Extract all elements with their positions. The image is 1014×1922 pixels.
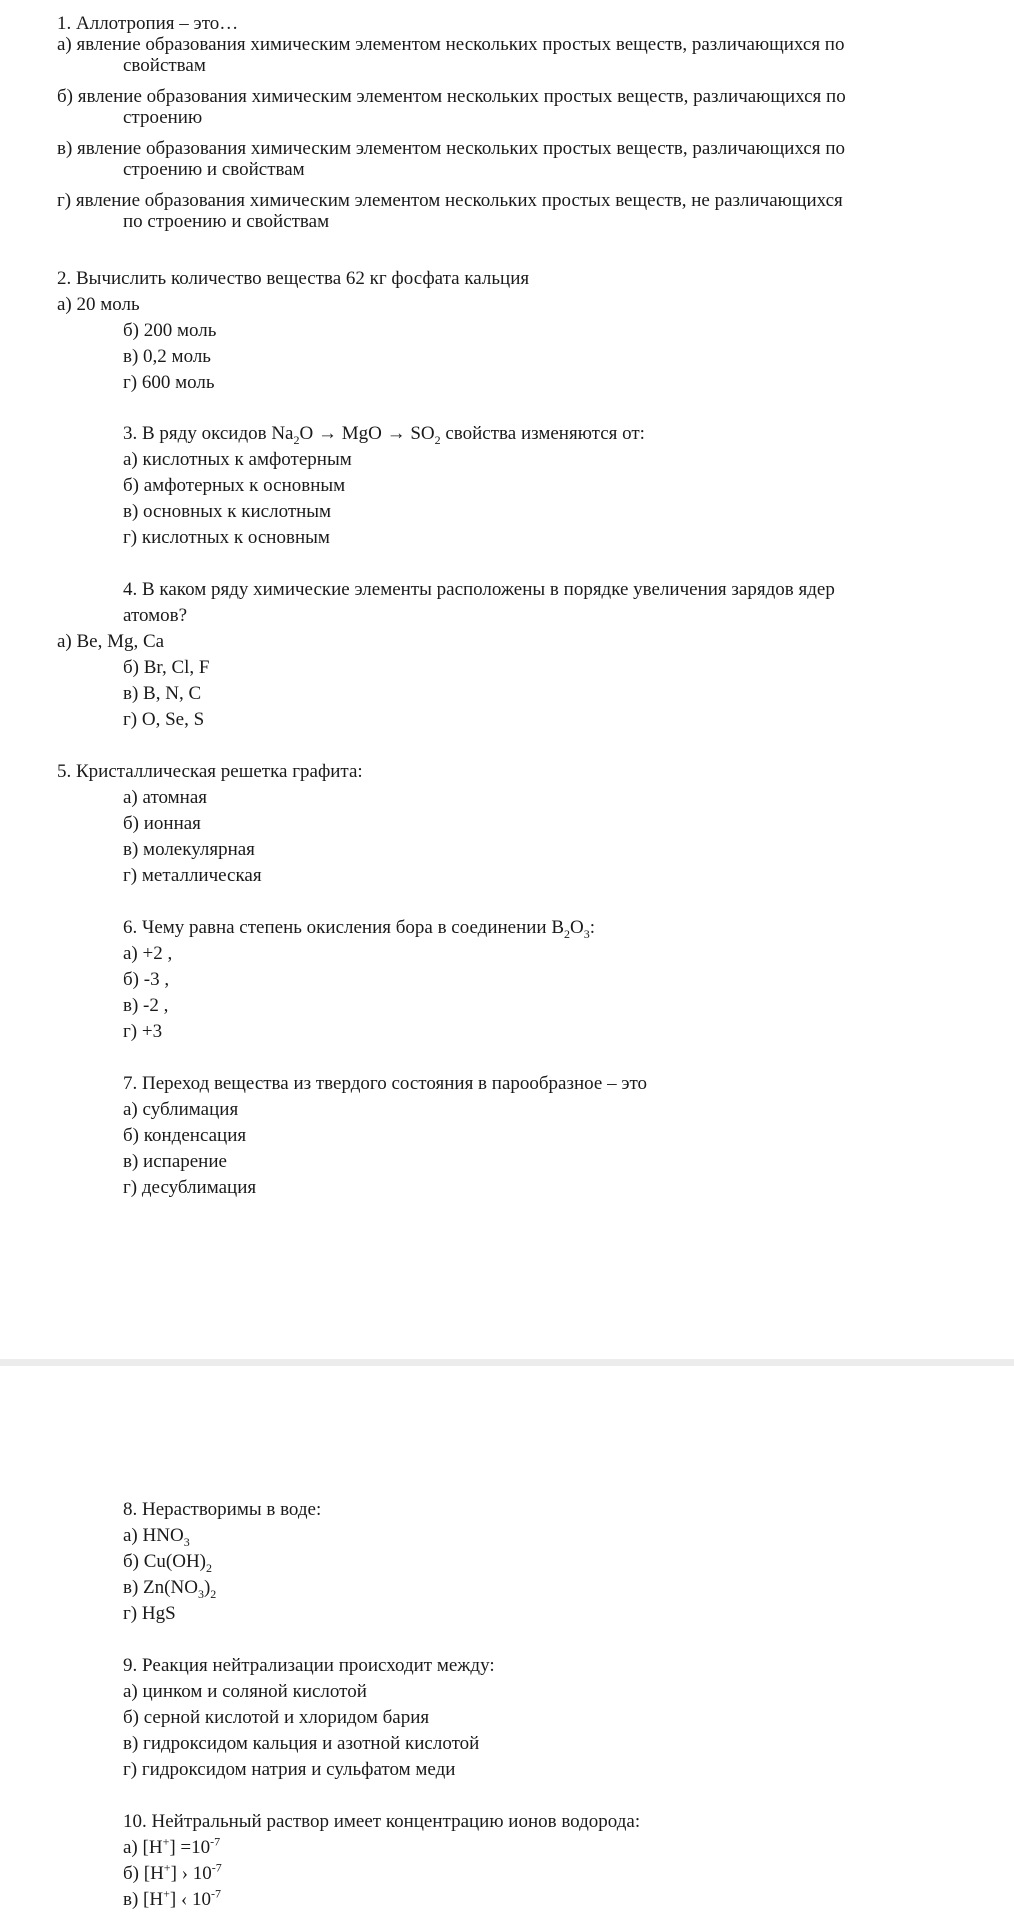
subscript: 3 bbox=[583, 926, 590, 941]
question-1-option-c-continued: строению и свойствам bbox=[123, 159, 305, 180]
subscript: 3 bbox=[183, 1534, 190, 1549]
question-1-option-b-continued: строению bbox=[123, 107, 203, 128]
question-10-option-a-text: а) [H bbox=[123, 1837, 163, 1858]
question-3-text-part: O → MgO → SO bbox=[299, 423, 435, 444]
question-6-option-c: в) -2 , bbox=[123, 995, 169, 1016]
document-page-2 bbox=[0, 1366, 1014, 1922]
question-3-option-d: г) кислотных к основным bbox=[123, 527, 330, 548]
question-8-option-d: г) HgS bbox=[123, 1603, 176, 1624]
question-1-option-a-continued: свойствам bbox=[123, 55, 206, 76]
superscript: + bbox=[163, 1860, 171, 1875]
question-8-option-b bbox=[123, 1549, 212, 1575]
subscript: 2 bbox=[564, 926, 571, 941]
question-3-option-c: в) основных к кислотным bbox=[123, 501, 332, 522]
superscript: -7 bbox=[211, 1886, 222, 1901]
page-divider bbox=[0, 1359, 1014, 1366]
question-1-text: 1. Аллотропия – это… bbox=[57, 13, 239, 34]
question-6-text-part: : bbox=[589, 917, 596, 938]
question-4-option-d: г) O, Se, S bbox=[123, 709, 205, 730]
question-1-option-d-continued: по строению и свойствам bbox=[123, 211, 330, 232]
question-5-option-d: г) металлическая bbox=[123, 865, 262, 886]
question-8-option-a bbox=[123, 1523, 190, 1549]
question-7-option-b: б) конденсация bbox=[123, 1125, 247, 1146]
question-1-option-a: а) явление образования химическим элементом нескольких простых веществ, различающихся по bbox=[57, 34, 845, 55]
question-5-text: 5. Кристаллическая решетка графита: bbox=[57, 761, 363, 782]
question-5-option-a: а) атомная bbox=[123, 787, 208, 808]
subscript: 2 bbox=[210, 1586, 217, 1601]
question-2-text: 2. Вычислить количество вещества 62 кг фосфата кальция bbox=[57, 268, 530, 289]
question-5-option-b: б) ионная bbox=[123, 813, 201, 834]
question-4-text-continued: атомов? bbox=[123, 605, 188, 626]
question-8-text: 8. Нерастворимы в воде: bbox=[123, 1499, 322, 1520]
question-8-option-a-text: а) HNO bbox=[123, 1525, 184, 1546]
question-3-option-a: а) кислотных к амфотерным bbox=[123, 449, 352, 470]
question-6-text-part: 6. Чему равна степень окисления бора в соединении B bbox=[123, 917, 565, 938]
question-9-option-d: г) гидроксидом натрия и сульфатом меди bbox=[123, 1759, 456, 1780]
question-9-option-b: б) серной кислотой и хлоридом бария bbox=[123, 1707, 430, 1728]
question-10-option-c bbox=[123, 1887, 221, 1913]
superscript: + bbox=[162, 1834, 170, 1849]
question-6-option-a: а) +2 , bbox=[123, 943, 173, 964]
question-5-option-c: в) молекулярная bbox=[123, 839, 255, 860]
question-10-option-a-text: ] =10 bbox=[169, 1837, 211, 1858]
question-2-option-a: а) 20 моль bbox=[57, 294, 140, 315]
question-9-option-c: в) гидроксидом кальция и азотной кислотой bbox=[123, 1733, 480, 1754]
question-6-option-d: г) +3 bbox=[123, 1021, 163, 1042]
question-6-option-b: б) -3 , bbox=[123, 969, 170, 990]
question-6-text bbox=[123, 915, 595, 941]
question-9-option-a: а) цинком и соляной кислотой bbox=[123, 1681, 367, 1702]
superscript: -7 bbox=[210, 1834, 221, 1849]
question-1-option-d: г) явление образования химическим элементом нескольких простых веществ, не различающихся bbox=[57, 190, 843, 211]
question-10-option-c-text: в) [H bbox=[123, 1889, 164, 1910]
question-10-option-b-text: б) [H bbox=[123, 1863, 164, 1884]
question-8-option-c-text: ) bbox=[203, 1577, 211, 1598]
question-10-option-b bbox=[123, 1861, 222, 1887]
subscript: 2 bbox=[434, 432, 441, 447]
question-2-option-d: г) 600 моль bbox=[123, 372, 215, 393]
question-10-option-a bbox=[123, 1835, 220, 1861]
question-3-text bbox=[123, 421, 645, 447]
question-3-text-part: свойства изменяются от: bbox=[440, 423, 645, 444]
question-7-option-a: а) сублимация bbox=[123, 1099, 239, 1120]
question-4-option-a: а) Be, Mg, Ca bbox=[57, 631, 165, 652]
question-8-option-c-text: в) Zn(NO bbox=[123, 1577, 198, 1598]
subscript: 2 bbox=[293, 432, 300, 447]
question-6-text-part: O bbox=[570, 917, 584, 938]
question-1-option-b: б) явление образования химическим элементом нескольких простых веществ, различающихся по bbox=[57, 86, 846, 107]
question-8-option-c bbox=[123, 1575, 216, 1601]
question-4-text: 4. В каком ряду химические элементы расположены в порядке увеличения зарядов ядер bbox=[123, 579, 835, 600]
question-3-option-b: б) амфотерных к основным bbox=[123, 475, 346, 496]
question-2-option-c: в) 0,2 моль bbox=[123, 346, 211, 367]
question-10-option-b-text: ] › 10 bbox=[170, 1863, 212, 1884]
question-10-option-c-text: ] ‹ 10 bbox=[169, 1889, 212, 1910]
question-7-option-c: в) испарение bbox=[123, 1151, 227, 1172]
superscript: -7 bbox=[211, 1860, 222, 1875]
question-8-option-b-text: б) Cu(OH) bbox=[123, 1551, 207, 1572]
question-4-option-b: б) Br, Cl, F bbox=[123, 657, 210, 678]
question-3-text-part: 3. В ряду оксидов Na bbox=[123, 423, 294, 444]
question-9-text: 9. Реакция нейтрализации происходит между: bbox=[123, 1655, 495, 1676]
superscript: + bbox=[163, 1886, 170, 1901]
question-10-text: 10. Нейтральный раствор имеет концентрацию ионов водорода: bbox=[123, 1811, 641, 1832]
question-7-option-d: г) десублимация bbox=[123, 1177, 257, 1198]
subscript: 3 bbox=[197, 1586, 204, 1601]
question-2-option-b: б) 200 моль bbox=[123, 320, 217, 341]
subscript: 2 bbox=[206, 1560, 213, 1575]
question-4-option-c: в) B, N, C bbox=[123, 683, 202, 704]
question-7-text: 7. Переход вещества из твердого состояния в парообразное – это bbox=[123, 1073, 648, 1094]
question-1-option-c: в) явление образования химическим элементом нескольких простых веществ, различающихся по bbox=[57, 138, 846, 159]
